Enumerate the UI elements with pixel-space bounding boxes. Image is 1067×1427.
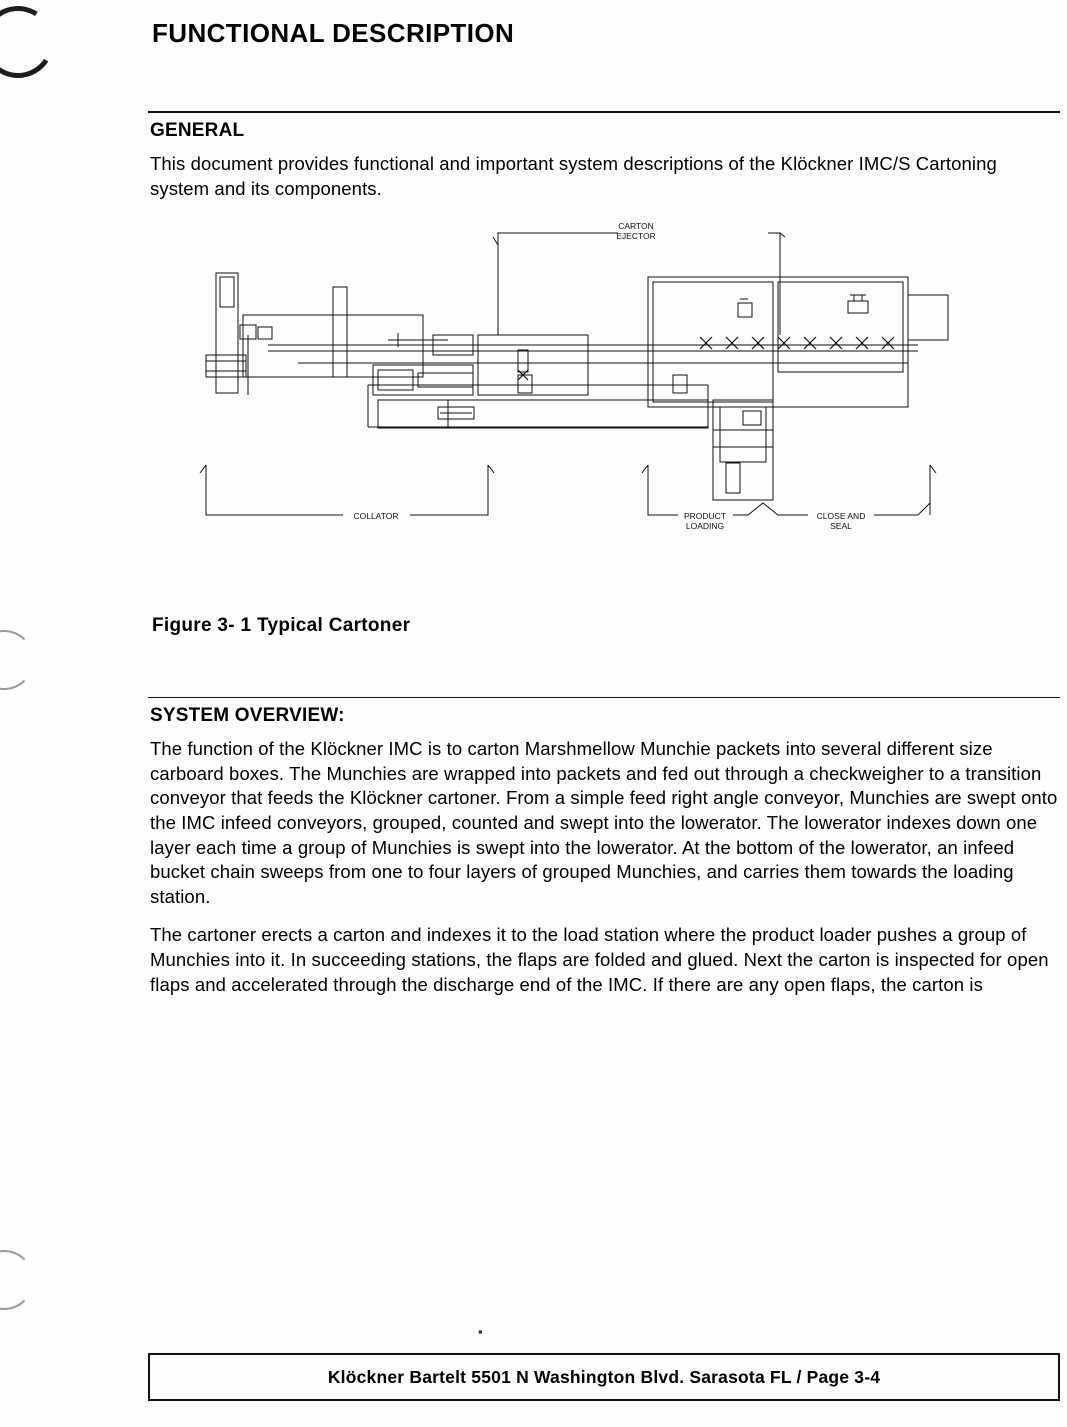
paragraph-system-overview-2: The cartoner erects a carton and indexes it to the load station where the product loader pushes a group of Munchies into it. In succeeding stations, the flaps are folded and glued. Next the carton is inspected for open flaps and accelerated through the discharge end of the IMC. If there are any open flaps, the carton is [150, 924, 1049, 995]
label-carton-ejector-line2: EJECTOR [616, 231, 656, 242]
section-heading-general: GENERAL [150, 120, 245, 141]
label-close-and-seal-line2: SEAL [830, 521, 852, 532]
section-heading-system-overview: SYSTEM OVERVIEW: [150, 705, 345, 727]
divider-top [148, 111, 1060, 113]
label-carton-ejector-line1: CARTON [618, 221, 654, 232]
page-footer [148, 1353, 1060, 1401]
cartoner-diagram [148, 215, 1060, 615]
divider-system-overview [148, 697, 1060, 698]
document-content [148, 0, 1060, 1427]
scan-artifact: ▪ [478, 1324, 483, 1339]
page-title: FUNCTIONAL DESCRIPTION [152, 18, 515, 48]
label-close-and-seal-line1: CLOSE AND [816, 511, 866, 522]
label-product-loading-line2: LOADING [685, 521, 725, 532]
label-product-loading-line1: PRODUCT [683, 511, 727, 522]
paragraph-general-1: This document provides functional and important system descriptions of the Klöckner IMC/S Cartoning system and its components. [150, 153, 997, 199]
figure-typical-cartoner [148, 215, 1060, 615]
figure-caption: Figure 3- 1 Typical Cartoner [152, 615, 411, 637]
paragraph-system-overview-1: The function of the Klöckner IMC is to carton Marshmellow Munchie packets into several different size carboard boxes. The Munchies are wrapped into packets and fed out through a checkweigher to a transition conveyor that feeds the Klöckner cartoner. From a simple feed right angle conveyor, Munchies are swept onto the IMC infeed conveyors, grouped, counted and swept into the lowerator. The lowerator indexes down one layer each time a group of Munchies is swept into the lowerator. At the bottom of the lowerator, an infeed bucket chain sweeps from one to four layers of grouped Munchies, and carries them towards the loading station. [150, 738, 1058, 907]
footer-text: Klöckner Bartelt 5501 N Washington Blvd. Sarasota FL / Page 3-4 [327, 1366, 881, 1387]
label-collator: COLLATOR [353, 511, 399, 522]
